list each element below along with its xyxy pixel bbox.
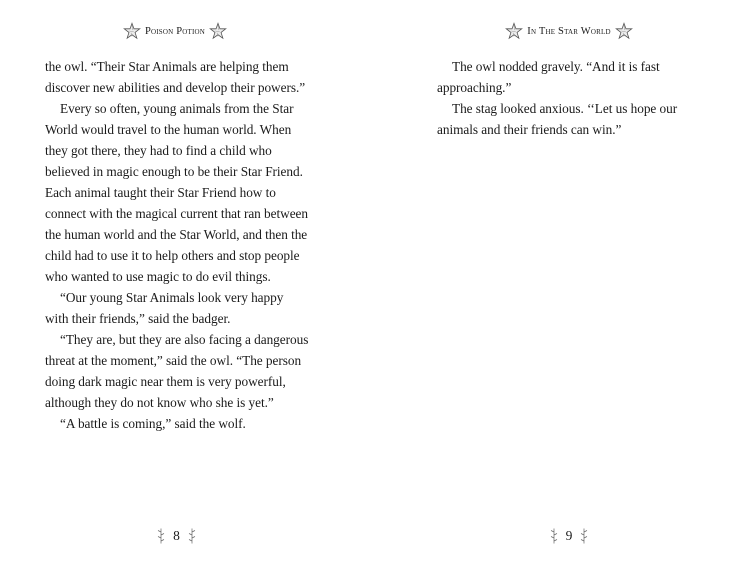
- running-head-title: In The Star World: [527, 26, 611, 37]
- paragraph: “They are, but they are also facing a dangerous threat at the moment,” said the owl. “The person doing dark magic near them is very powerful, although they do not know who she is yet.”: [45, 332, 309, 410]
- page-text: [437, 56, 699, 140]
- star-icon: [505, 22, 523, 40]
- paragraph: “Our young Star Animals look very happy with their friends,” said the badger.: [45, 290, 284, 326]
- running-head-title: Poison Potion: [144, 26, 206, 37]
- sprig-icon: [188, 528, 196, 544]
- paragraph: The stag looked anxious. ‘‘Let us hope our animals and their friends can win.”: [437, 101, 678, 137]
- right-page: [373, 0, 747, 576]
- running-head: [0, 20, 350, 42]
- sprig-icon: [550, 528, 558, 544]
- left-page: [0, 0, 373, 576]
- page-number: [0, 526, 353, 546]
- running-head: [373, 20, 747, 42]
- paragraph: “A battle is coming,” said the wolf.: [60, 416, 246, 431]
- page-number-value: 8: [173, 528, 180, 543]
- sprig-icon: [580, 528, 588, 544]
- page-number-value: 9: [565, 528, 573, 543]
- star-icon: [615, 22, 633, 40]
- star-icon: [209, 22, 227, 40]
- paragraph: the owl. “Their Star Animals are helping them discover new abilities and develop their powers.”: [45, 59, 306, 95]
- sprig-icon: [157, 528, 165, 544]
- paragraph: The owl nodded gravely. “And it is fast approaching.”: [437, 59, 660, 95]
- page-number: [373, 526, 747, 546]
- page-text: [45, 56, 309, 434]
- star-icon: [123, 22, 141, 40]
- paragraph: Every so often, young animals from the Star World would travel to the human world. When they got there, they had to find a child who believed in magic enough to be their Star Friend. Each animal taught their Star Friend how to connect with the magical current that ran between the human world and the Star World, and then the child had to use it to help others and stop people who wanted to use magic to do evil things.: [45, 101, 309, 284]
